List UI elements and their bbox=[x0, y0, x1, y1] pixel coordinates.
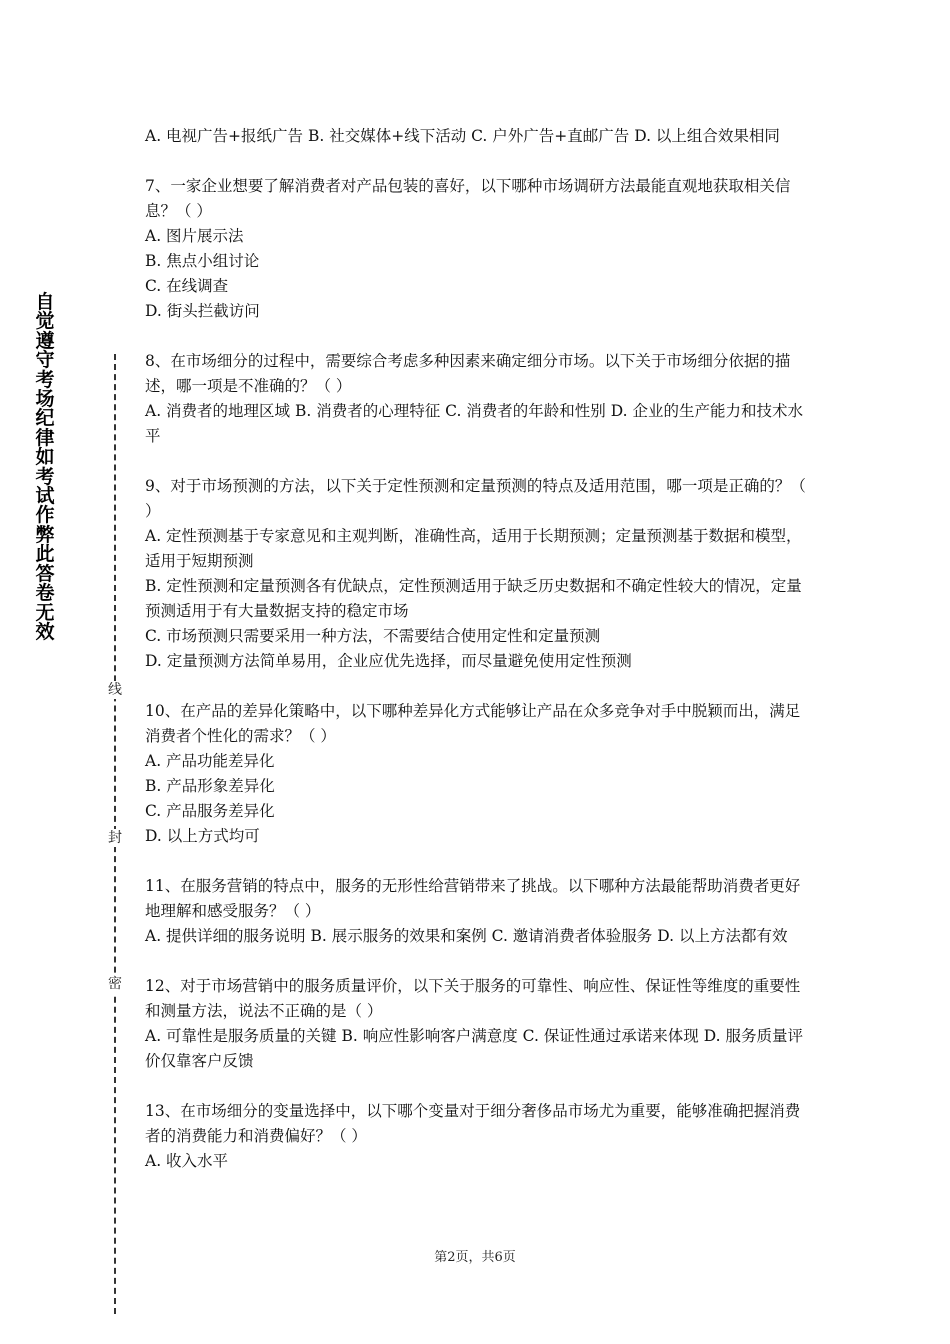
question-options-inline: A. 消费者的地理区域 B. 消费者的心理特征 C. 消费者的年龄和性别 D. 企业的生产能力和技术水平 bbox=[145, 402, 803, 445]
binding-word-seal: 封 bbox=[108, 830, 122, 846]
question-11 bbox=[145, 874, 815, 949]
page-number: 第2页，共6页 bbox=[434, 1250, 516, 1265]
binding-word-secret: 密 bbox=[108, 976, 122, 992]
question-text: 13、在市场细分的变量选择中，以下哪个变量对于细分奢侈品市场尤为重要，能够准确把握消费者的消费能力和消费偏好？（ ） bbox=[145, 1102, 801, 1145]
option-a: A. 产品功能差异化 bbox=[145, 752, 275, 770]
question-6-continued bbox=[145, 124, 815, 149]
option-d: D. 以上方式均可 bbox=[145, 827, 260, 845]
question-text: 9、对于市场预测的方法，以下关于定性预测和定量预测的特点及适用范围，哪一项是正确的？（ ） bbox=[145, 477, 806, 520]
question-text: 11、在服务营销的特点中，服务的无形性给营销带来了挑战。以下哪种方法最能帮助消费者更好地理解和感受服务？（ ） bbox=[145, 877, 801, 920]
question-8 bbox=[145, 349, 815, 449]
question-13 bbox=[145, 1099, 815, 1174]
option-c: C. 在线调查 bbox=[145, 277, 229, 295]
option-a: A. 定性预测基于专家意见和主观判断，准确性高，适用于长期预测；定量预测基于数据和模型，适用于短期预测 bbox=[145, 527, 802, 570]
question-list bbox=[145, 124, 815, 1199]
option-a: A. 图片展示法 bbox=[145, 227, 244, 245]
question-text: 12、对于市场营销中的服务质量评价，以下关于服务的可靠性、响应性、保证性等维度的重要性和测量方法，说法不正确的是（ ） bbox=[145, 977, 801, 1020]
question-text: 10、在产品的差异化策略中，以下哪种差异化方式能够让产品在众多竞争对手中脱颖而出，满足消费者个性化的需求？（ ） bbox=[145, 702, 801, 745]
question-9 bbox=[145, 474, 815, 674]
question-text: 7、一家企业想要了解消费者对产品包装的喜好，以下哪种市场调研方法最能直观地获取相关信息？（ ） bbox=[145, 177, 791, 220]
exam-discipline-notice: 自觉遵守考场纪律如考试作弊此答卷无效 bbox=[35, 291, 55, 643]
option-a: A. 收入水平 bbox=[145, 1152, 229, 1170]
question-text: 8、在市场细分的过程中，需要综合考虑多种因素来确定细分市场。以下关于市场细分依据的描述，哪一项是不准确的？（ ） bbox=[145, 352, 791, 395]
question-12 bbox=[145, 974, 815, 1074]
option-d: D. 街头拦截访问 bbox=[145, 302, 260, 320]
question-options-inline: A. 电视广告+报纸广告 B. 社交媒体+线下活动 C. 户外广告+直邮广告 D. 以上组合效果相同 bbox=[145, 127, 780, 145]
question-options-inline: A. 提供详细的服务说明 B. 展示服务的效果和案例 C. 邀请消费者体验服务 D. 以上方法都有效 bbox=[145, 927, 788, 945]
question-7 bbox=[145, 174, 815, 324]
question-options-inline: A. 可靠性是服务质量的关键 B. 响应性影响客户满意度 C. 保证性通过承诺来体现 D. 服务质量评价仅靠客户反馈 bbox=[145, 1027, 803, 1070]
option-c: C. 产品服务差异化 bbox=[145, 802, 275, 820]
option-c: C. 市场预测只需要采用一种方法，不需要结合使用定性和定量预测 bbox=[145, 627, 601, 645]
option-b: B. 产品形象差异化 bbox=[145, 777, 275, 795]
question-10 bbox=[145, 699, 815, 849]
option-d: D. 定量预测方法简单易用，企业应优先选择，而尽量避免使用定性预测 bbox=[145, 652, 632, 670]
option-b: B. 定性预测和定量预测各有优缺点，定性预测适用于缺乏历史数据和不确定性较大的情况，定量预测适用于有大量数据支持的稳定市场 bbox=[145, 577, 802, 620]
option-b: B. 焦点小组讨论 bbox=[145, 252, 260, 270]
binding-word-line: 线 bbox=[108, 682, 122, 698]
